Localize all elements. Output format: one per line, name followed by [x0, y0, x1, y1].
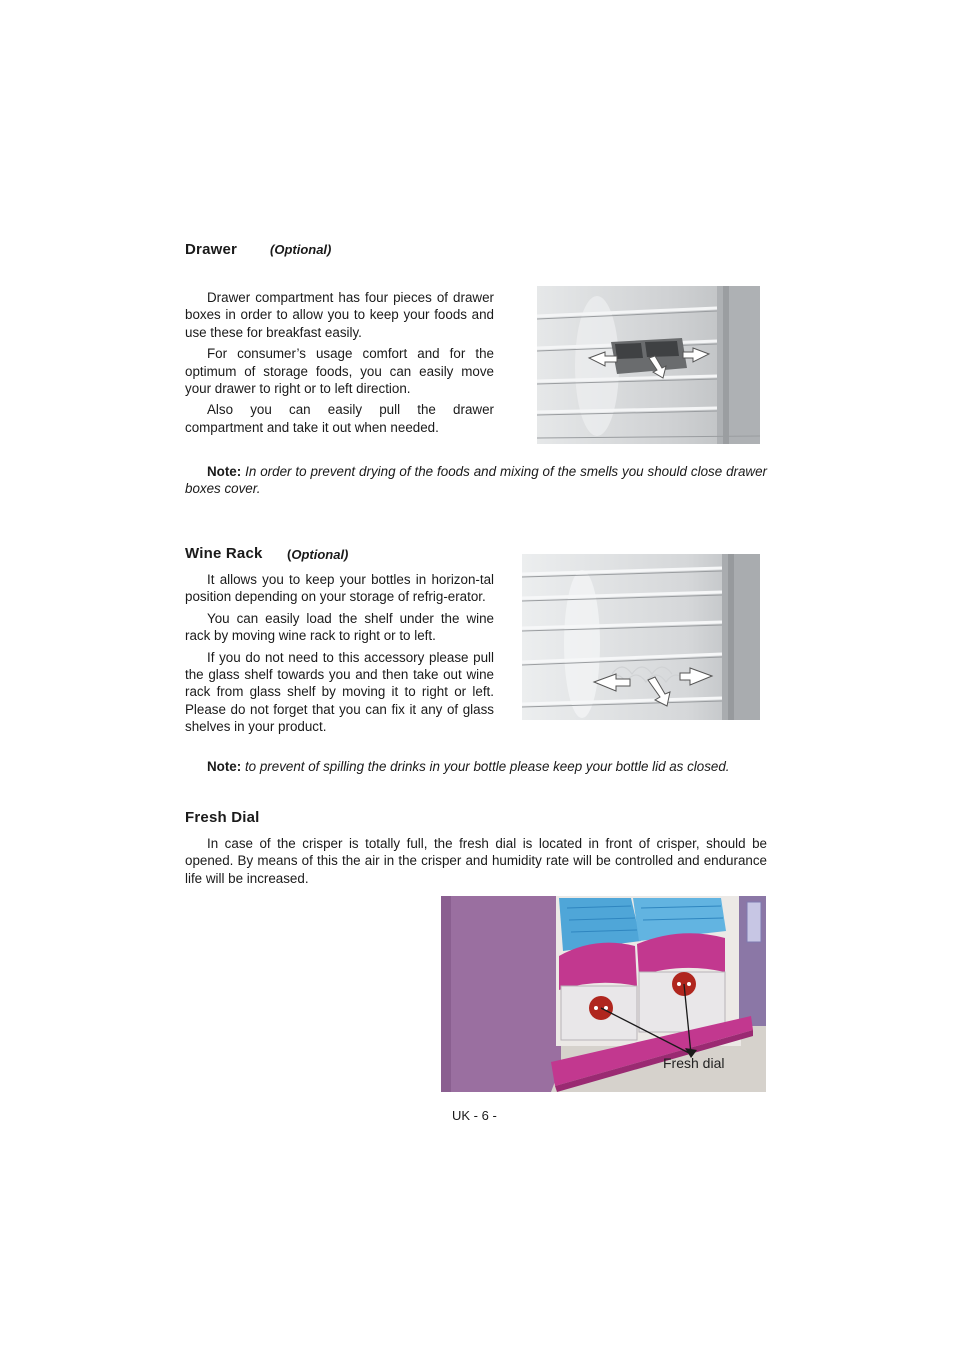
wine-rack-optional-label: Optional): [291, 547, 349, 562]
wine-rack-paragraph-3: If you do not need to this accessory please pull the glass shelf towards you and then take out wine rack from glass shelf by moving it to right or left. Please do not forget that you can fix it any of glass shelves in your product.: [185, 649, 494, 735]
drawer-note-label: Note:: [207, 464, 242, 479]
wine-rack-body: [185, 571, 494, 740]
fresh-dial-caption: Fresh dial: [663, 1055, 725, 1071]
drawer-paragraph-3: Also you can easily pull the drawer compartment and take it out when needed.: [185, 402, 494, 435]
drawer-heading: Drawer: [185, 241, 238, 258]
drawer-body: [185, 289, 494, 440]
wine-rack-note-text: to prevent of spilling the drinks in your bottle please keep your bottle lid as closed.: [244, 759, 730, 774]
drawer-paragraph-2: For consumer’s usage comfort and for the optimum of storage foods, you can easily move your drawer to right or to left direction.: [185, 346, 494, 397]
page-number: UK - 6 -: [452, 1108, 497, 1123]
wine-rack-paragraph-1: It allows you to keep your bottles in horizon-tal position depending on your storage of refrig-erator.: [185, 572, 494, 605]
drawer-note: [185, 463, 767, 498]
wine-rack-heading: Wine Rack: [185, 545, 263, 562]
fresh-dial-illustration: [441, 896, 766, 1092]
fresh-dial-body: [185, 835, 767, 891]
wine-rack-optional-paren: (: [287, 547, 292, 562]
wine-rack-note-label: Note:: [207, 759, 242, 774]
wine-rack-note: [185, 758, 767, 775]
wine-rack-paragraph-2: You can easily load the shelf under the wine rack by moving wine rack to right or to left.: [185, 610, 494, 644]
drawer-paragraph-1: Drawer compartment has four pieces of drawer boxes in order to allow you to keep your foods and use these for breakfast easily.: [185, 290, 494, 340]
fresh-dial-heading: Fresh Dial: [185, 809, 260, 826]
drawer-optional-label: (Optional): [270, 242, 332, 257]
fresh-dial-paragraph: In case of the crisper is totally full, the fresh dial is located in front of crisper, should be opened. By means of this the air in the crisper and humidity rate will be controlled and endurance life will be increased.: [185, 836, 767, 886]
drawer-illustration: [537, 286, 760, 444]
wine-rack-illustration: [522, 554, 760, 720]
drawer-note-text: In order to prevent drying of the foods and mixing of the smells you should close drawer boxes cover.: [185, 464, 767, 497]
